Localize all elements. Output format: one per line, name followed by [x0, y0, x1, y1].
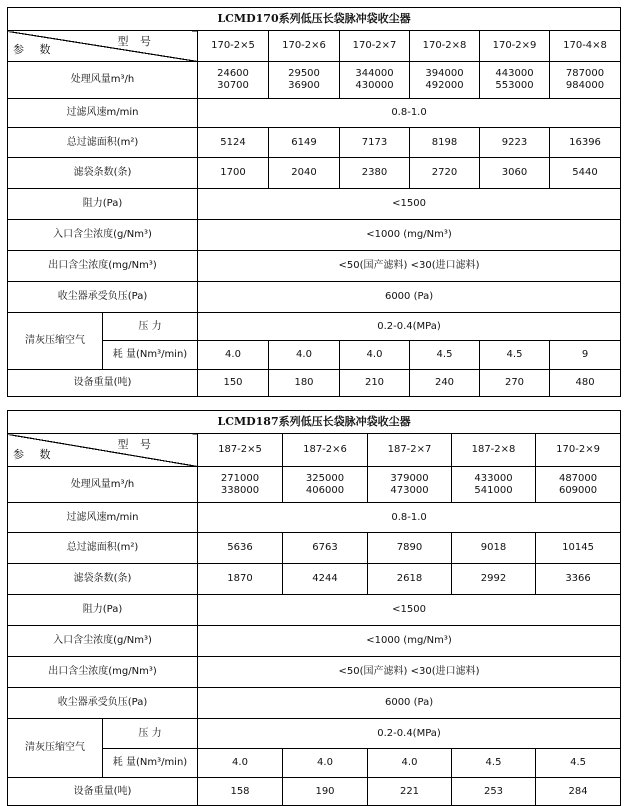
- bag-count-cell: 1870: [198, 564, 283, 595]
- outlet-dust-value: <50(国产滤料) <30(进口滤料): [198, 251, 621, 282]
- table-title: LCMD170系列低压长袋脉冲袋收尘器: [8, 8, 621, 31]
- row-label-negative-pressure: 收尘器承受负压(Pa): [8, 688, 198, 719]
- air-consumption-cell: 4.0: [340, 341, 410, 370]
- row-label-resistance: 阻力(Pa): [8, 189, 198, 220]
- air-consumption-cell: 4.0: [368, 749, 452, 778]
- air-volume-cell: 344000 430000: [340, 62, 410, 99]
- header-model-label: 型 号: [117, 438, 155, 451]
- negative-pressure-value: 6000 (Pa): [198, 688, 621, 719]
- row-label-air-consumption: 耗 量(Nm³/min): [103, 749, 198, 778]
- table-title: LCMD187系列低压长袋脉冲袋收尘器: [8, 411, 621, 434]
- row-label-air-volume: 处理风量m³/h: [8, 62, 198, 99]
- model-header: 170-2×6: [269, 31, 340, 62]
- air-volume-cell: 443000 553000: [480, 62, 550, 99]
- row-label-compressed-air: 清灰压缩空气: [8, 313, 103, 370]
- header-model-label: 型 号: [117, 35, 155, 48]
- air-consumption-cell: 4.5: [452, 749, 536, 778]
- filter-area-cell: 7890: [368, 533, 452, 564]
- air-pressure-value: 0.2-0.4(MPa): [198, 313, 621, 341]
- row-label-bag-count: 滤袋条数(条): [8, 564, 198, 595]
- filter-area-cell: 6149: [269, 128, 340, 158]
- air-pressure-value: 0.2-0.4(MPa): [198, 719, 621, 749]
- model-header: 170-2×9: [480, 31, 550, 62]
- model-header: 187-2×6: [283, 434, 368, 467]
- row-label-air-pressure: 压 力: [103, 719, 198, 749]
- weight-cell: 150: [198, 370, 269, 397]
- row-label-outlet-dust: 出口含尘浓度(mg/Nm³): [8, 251, 198, 282]
- weight-cell: 221: [368, 778, 452, 806]
- weight-cell: 210: [340, 370, 410, 397]
- filter-area-cell: 8198: [410, 128, 480, 158]
- row-label-air-volume: 处理风量m³/h: [8, 467, 198, 503]
- bag-count-cell: 2992: [452, 564, 536, 595]
- bag-count-cell: 2618: [368, 564, 452, 595]
- air-consumption-cell: 4.5: [480, 341, 550, 370]
- row-label-negative-pressure: 收尘器承受负压(Pa): [8, 282, 198, 313]
- filter-area-cell: 9223: [480, 128, 550, 158]
- air-volume-cell: 271000 338000: [198, 467, 283, 503]
- air-volume-cell: 24600 30700: [198, 62, 269, 99]
- weight-cell: 270: [480, 370, 550, 397]
- bag-count-cell: 1700: [198, 158, 269, 189]
- weight-cell: 253: [452, 778, 536, 806]
- model-header: 170-2×8: [410, 31, 480, 62]
- model-header: 170-2×5: [198, 31, 269, 62]
- bag-count-cell: 2720: [410, 158, 480, 189]
- filter-area-cell: 5636: [198, 533, 283, 564]
- row-label-filter-area: 总过滤面积(m²): [8, 128, 198, 158]
- row-label-air-pressure: 压 力: [103, 313, 198, 341]
- resistance-value: <1500: [198, 595, 621, 626]
- weight-cell: 180: [269, 370, 340, 397]
- resistance-value: <1500: [198, 189, 621, 220]
- filter-area-cell: 5124: [198, 128, 269, 158]
- model-header: 170-2×9: [536, 434, 621, 467]
- header-param-label: 参 数: [13, 43, 57, 56]
- bag-count-cell: 4244: [283, 564, 368, 595]
- bag-count-cell: 5440: [550, 158, 621, 189]
- air-volume-cell: 29500 36900: [269, 62, 340, 99]
- bag-count-cell: 3366: [536, 564, 621, 595]
- row-label-air-consumption: 耗 量(Nm³/min): [103, 341, 198, 370]
- negative-pressure-value: 6000 (Pa): [198, 282, 621, 313]
- row-label-filter-velocity: 过滤风速m/min: [8, 503, 198, 533]
- filter-area-cell: 6763: [283, 533, 368, 564]
- row-label-bag-count: 滤袋条数(条): [8, 158, 198, 189]
- weight-cell: 158: [198, 778, 283, 806]
- model-header: 187-2×7: [368, 434, 452, 467]
- air-consumption-cell: 4.0: [198, 749, 283, 778]
- outlet-dust-value: <50(国产滤料) <30(进口滤料): [198, 657, 621, 688]
- air-volume-cell: 325000 406000: [283, 467, 368, 503]
- row-label-weight: 设备重量(吨): [8, 370, 198, 397]
- filter-area-cell: 7173: [340, 128, 410, 158]
- air-consumption-cell: 4.0: [198, 341, 269, 370]
- row-label-filter-area: 总过滤面积(m²): [8, 533, 198, 564]
- bag-count-cell: 2380: [340, 158, 410, 189]
- model-header: 187-2×5: [198, 434, 283, 467]
- header-diagonal-cell: [8, 31, 198, 62]
- air-consumption-cell: 9: [550, 341, 621, 370]
- filter-area-cell: 9018: [452, 533, 536, 564]
- row-label-weight: 设备重量(吨): [8, 778, 198, 806]
- header-param-label: 参 数: [13, 448, 57, 461]
- bag-count-cell: 2040: [269, 158, 340, 189]
- model-header: 187-2×8: [452, 434, 536, 467]
- model-header: 170-4×8: [550, 31, 621, 62]
- air-consumption-cell: 4.0: [269, 341, 340, 370]
- air-volume-cell: 433000 541000: [452, 467, 536, 503]
- air-consumption-cell: 4.0: [283, 749, 368, 778]
- weight-cell: 480: [550, 370, 621, 397]
- row-label-filter-velocity: 过滤风速m/min: [8, 99, 198, 128]
- row-label-outlet-dust: 出口含尘浓度(mg/Nm³): [8, 657, 198, 688]
- lcmd187-spec-table: [7, 410, 621, 806]
- row-label-compressed-air: 清灰压缩空气: [8, 719, 103, 778]
- filter-velocity-value: 0.8-1.0: [198, 99, 621, 128]
- bag-count-cell: 3060: [480, 158, 550, 189]
- row-label-inlet-dust: 入口含尘浓度(g/Nm³): [8, 220, 198, 251]
- air-volume-cell: 394000 492000: [410, 62, 480, 99]
- inlet-dust-value: <1000 (mg/Nm³): [198, 220, 621, 251]
- row-label-resistance: 阻力(Pa): [8, 595, 198, 626]
- air-volume-cell: 379000 473000: [368, 467, 452, 503]
- filter-velocity-value: 0.8-1.0: [198, 503, 621, 533]
- header-diagonal-cell: [8, 434, 198, 467]
- air-consumption-cell: 4.5: [536, 749, 621, 778]
- air-volume-cell: 487000 609000: [536, 467, 621, 503]
- weight-cell: 190: [283, 778, 368, 806]
- air-consumption-cell: 4.5: [410, 341, 480, 370]
- row-label-inlet-dust: 入口含尘浓度(g/Nm³): [8, 626, 198, 657]
- air-volume-cell: 787000 984000: [550, 62, 621, 99]
- model-header: 170-2×7: [340, 31, 410, 62]
- filter-area-cell: 16396: [550, 128, 621, 158]
- lcmd170-spec-table: [7, 7, 621, 397]
- inlet-dust-value: <1000 (mg/Nm³): [198, 626, 621, 657]
- weight-cell: 284: [536, 778, 621, 806]
- filter-area-cell: 10145: [536, 533, 621, 564]
- weight-cell: 240: [410, 370, 480, 397]
